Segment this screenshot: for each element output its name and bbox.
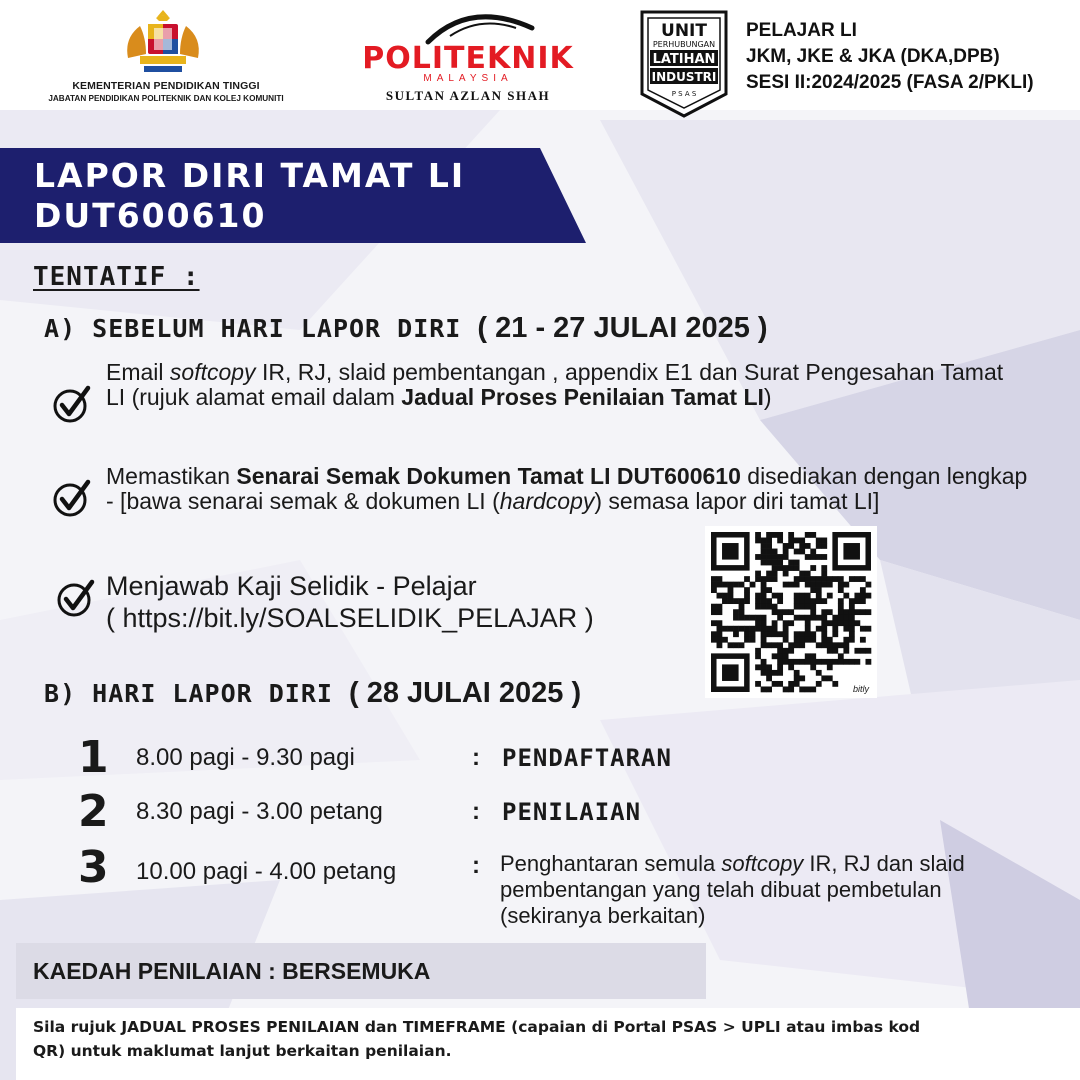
section-b-letter: B — [44, 679, 61, 708]
schedule-number-2: 2 — [78, 786, 109, 837]
checkmark-icon — [52, 384, 92, 424]
qr-caption: bitly — [852, 684, 869, 694]
svg-text:P S A S: P S A S — [671, 90, 697, 98]
schedule-colon-2: : — [472, 798, 480, 825]
svg-text:LATIHAN: LATIHAN — [652, 52, 716, 67]
section-a-item-1: Email softcopy IR, RJ, slaid pembentangan , appendix E1 dan Surat Pengesahan Tamat LI (rujuk alamat email dalam Jadual Proses Penilaian Tamat LI) — [106, 359, 1004, 410]
section-a-title: SEBELUM HARI LAPOR DIRI — [92, 314, 462, 343]
section-a-heading: A) SEBELUM HARI LAPOR DIRI ( 21 - 27 JULAI 2025 ) — [44, 312, 768, 344]
title-text — [34, 156, 465, 236]
section-a-letter: A — [44, 314, 61, 343]
section-b-heading: B) HARI LAPOR DIRI ( 28 JULAI 2025 ) — [44, 677, 582, 709]
ministry-line2: JABATAN PENDIDIKAN POLITEKNIK DAN KOLEJ KOMUNITI — [48, 94, 284, 103]
assessment-method-text: KAEDAH PENILAIAN : BERSEMUKA — [33, 958, 431, 984]
program-line1: PELAJAR LI — [746, 20, 857, 41]
ministry-name — [18, 80, 314, 103]
schedule-number-3: 3 — [78, 842, 109, 893]
polytechnic-campus-name: SULTAN AZLAN SHAH — [385, 88, 551, 103]
malaysia-coat-of-arms-icon — [118, 8, 208, 76]
program-line2: JKM, JKE & JKA (DKA,DPB) — [746, 46, 1000, 67]
polytechnic-arc-icon — [420, 6, 540, 46]
polytechnic-logo-country: MALAYSIA — [423, 73, 513, 84]
unit-latihan-industri-logo — [638, 10, 730, 118]
header-ministry-panel — [0, 0, 320, 110]
schedule-time-3: 10.00 pagi - 4.00 petang — [136, 858, 397, 885]
program-line3: SESI II:2024/2025 (FASA 2/PKLI) — [746, 72, 1034, 93]
schedule-colon-3: : — [472, 852, 480, 879]
checkmark-icon — [56, 578, 96, 618]
qr-code[interactable] — [705, 526, 877, 698]
schedule-colon-1: : — [472, 744, 480, 771]
svg-text:PERHUBUNGAN: PERHUBUNGAN — [652, 40, 716, 49]
title-line1: LAPOR DIRI TAMAT LI — [34, 156, 466, 195]
schedule-time-1: 8.00 pagi - 9.30 pagi — [136, 744, 355, 771]
section-a-item-2: Memastikan Senarai Semak Dokumen Tamat LI DUT600610 disediakan dengan lengkap - [bawa senarai semak & dokumen LI (hardcopy) semasa lapor diri tamat LI] — [106, 463, 1028, 514]
svg-text:INDUSTRI: INDUSTRI — [651, 70, 717, 84]
schedule-activity-3: Penghantaran semula softcopy IR, RJ dan slaid pembentangan yang telah dibuat pembetulan (sekiranya berkaitan) — [500, 851, 965, 928]
section-a-item-3 — [106, 570, 706, 634]
survey-label: Menjawab Kaji Selidik - Pelajar — [106, 571, 477, 601]
checkmark-icon — [52, 478, 92, 518]
tentatif-label: TENTATIF : — [33, 262, 200, 292]
schedule-time-2: 8.30 pagi - 3.00 petang — [136, 798, 383, 825]
program-info — [746, 18, 1034, 96]
section-b-title: HARI LAPOR DIRI — [92, 679, 333, 708]
svg-text:UNIT: UNIT — [661, 21, 707, 41]
title-line2: DUT600610 — [34, 196, 267, 235]
ministry-line1: KEMENTERIAN PENDIDIKAN TINGGI — [72, 80, 260, 92]
schedule-number-1: 1 — [78, 732, 109, 783]
polytechnic-logo-name: POLITEKNIK — [362, 41, 574, 76]
section-a-date: ( 21 - 27 JULAI 2025 ) — [477, 312, 768, 344]
qr-code-icon — [705, 526, 877, 698]
survey-link[interactable]: ( https://bit.ly/SOALSELIDIK_PELAJAR ) — [106, 603, 594, 633]
section-b-date: ( 28 JULAI 2025 ) — [349, 677, 582, 709]
schedule-activity-1: PENDAFTARAN — [502, 744, 672, 772]
schedule-activity-2: PENILAIAN — [502, 798, 642, 826]
footer-note: Sila rujuk JADUAL PROSES PENILAIAN dan TIMEFRAME (capaian di Portal PSAS > UPLI atau imbas kod QR) untuk maklumat lanjut berkaitan penilaian. — [33, 1018, 921, 1060]
